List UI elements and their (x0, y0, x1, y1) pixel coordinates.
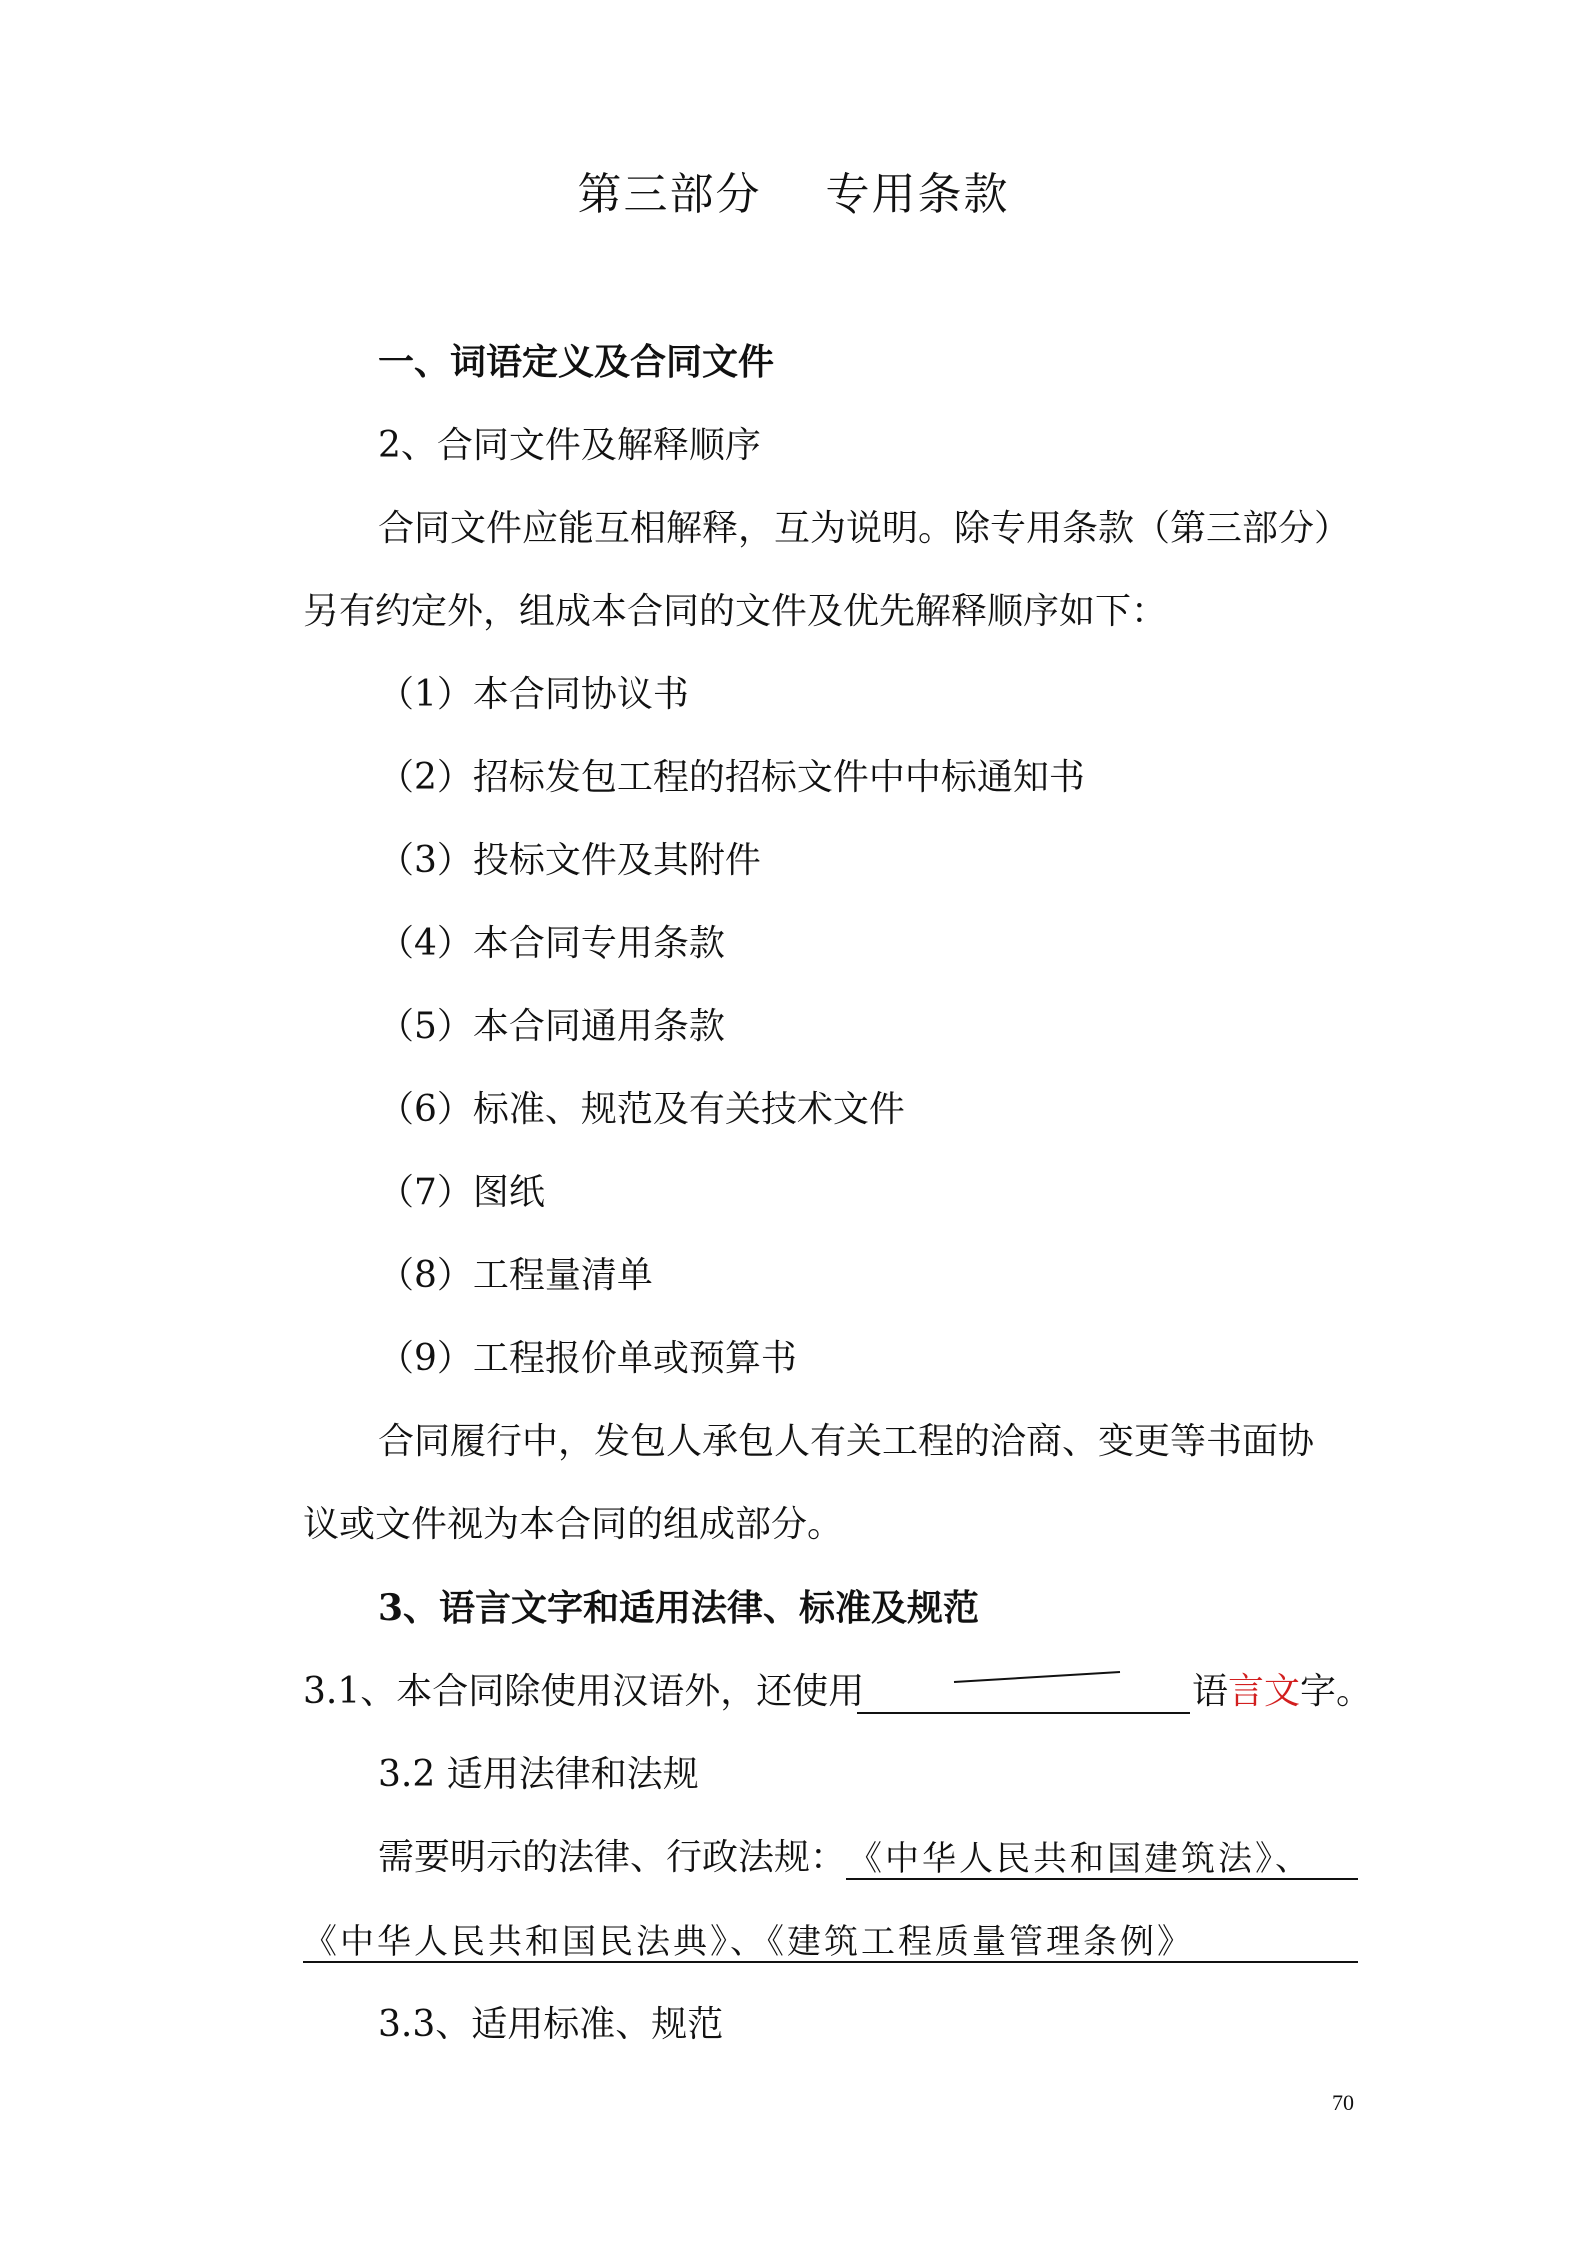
list-item: （7）图纸 (378, 1172, 545, 1213)
clause-2-closing-line-2: 议或文件视为本合同的组成部分。 (303, 1504, 844, 1545)
clause-3-2-heading: 3.2 适用法律和法规 (378, 1754, 699, 1795)
list-item: （1）本合同协议书 (378, 674, 689, 715)
section-heading: 一、词语定义及合同文件 (378, 341, 775, 383)
list-item: （6）标准、规范及有关技术文件 (378, 1089, 905, 1130)
law-list-line-2: 《中华人民共和国民法典》、《建筑工程质量管理条例》 (303, 1922, 1194, 1962)
list-item: （3）投标文件及其附件 (378, 840, 761, 881)
clause-2-heading: 2、合同文件及解释顺序 (378, 425, 761, 466)
page-title (0, 168, 1587, 222)
clause-2-intro-line-1: 合同文件应能互相解释，互为说明。除专用条款（第三部分） (378, 508, 1351, 549)
suffix-text: 字。 (1300, 1671, 1373, 1712)
title-name: 专用条款 (825, 169, 1010, 220)
suffix-text: 语 (1192, 1671, 1229, 1712)
law-underline-1 (846, 1878, 1358, 1880)
list-item: （8）工程量清单 (378, 1255, 653, 1296)
list-item: （9）工程报价单或预算书 (378, 1338, 797, 1379)
clause-3-heading: 3、语言文字和适用法律、标准及规范 (378, 1587, 980, 1629)
clause-3-1-prefix: 3.1、本合同除使用汉语外，还使用 (303, 1671, 865, 1712)
handwritten-stroke (940, 1658, 1170, 1688)
list-item: （2）招标发包工程的招标文件中中标通知书 (378, 757, 1085, 798)
language-blank-underline (857, 1712, 1190, 1714)
clause-3-1-suffix (1192, 1670, 1372, 1714)
clause-2-closing-line-1: 合同履行中，发包人承包人有关工程的洽商、变更等书面协 (378, 1421, 1315, 1462)
page-number: 70 (1332, 2090, 1354, 2115)
clause-3-3-heading: 3.3、适用标准、规范 (378, 2004, 724, 2045)
law-underline-2 (303, 1961, 1358, 1963)
law-list-line-1: 《中华人民共和国建筑法》、 (848, 1839, 1312, 1879)
list-item: （4）本合同专用条款 (378, 923, 725, 964)
list-item: （5）本合同通用条款 (378, 1006, 725, 1047)
title-part: 第三部分 (577, 169, 762, 220)
clause-3-2-label: 需要明示的法律、行政法规： (378, 1837, 847, 1878)
clause-2-intro-line-2: 另有约定外，组成本合同的文件及优先解释顺序如下： (303, 591, 1168, 632)
suffix-highlight: 言文 (1228, 1671, 1301, 1712)
